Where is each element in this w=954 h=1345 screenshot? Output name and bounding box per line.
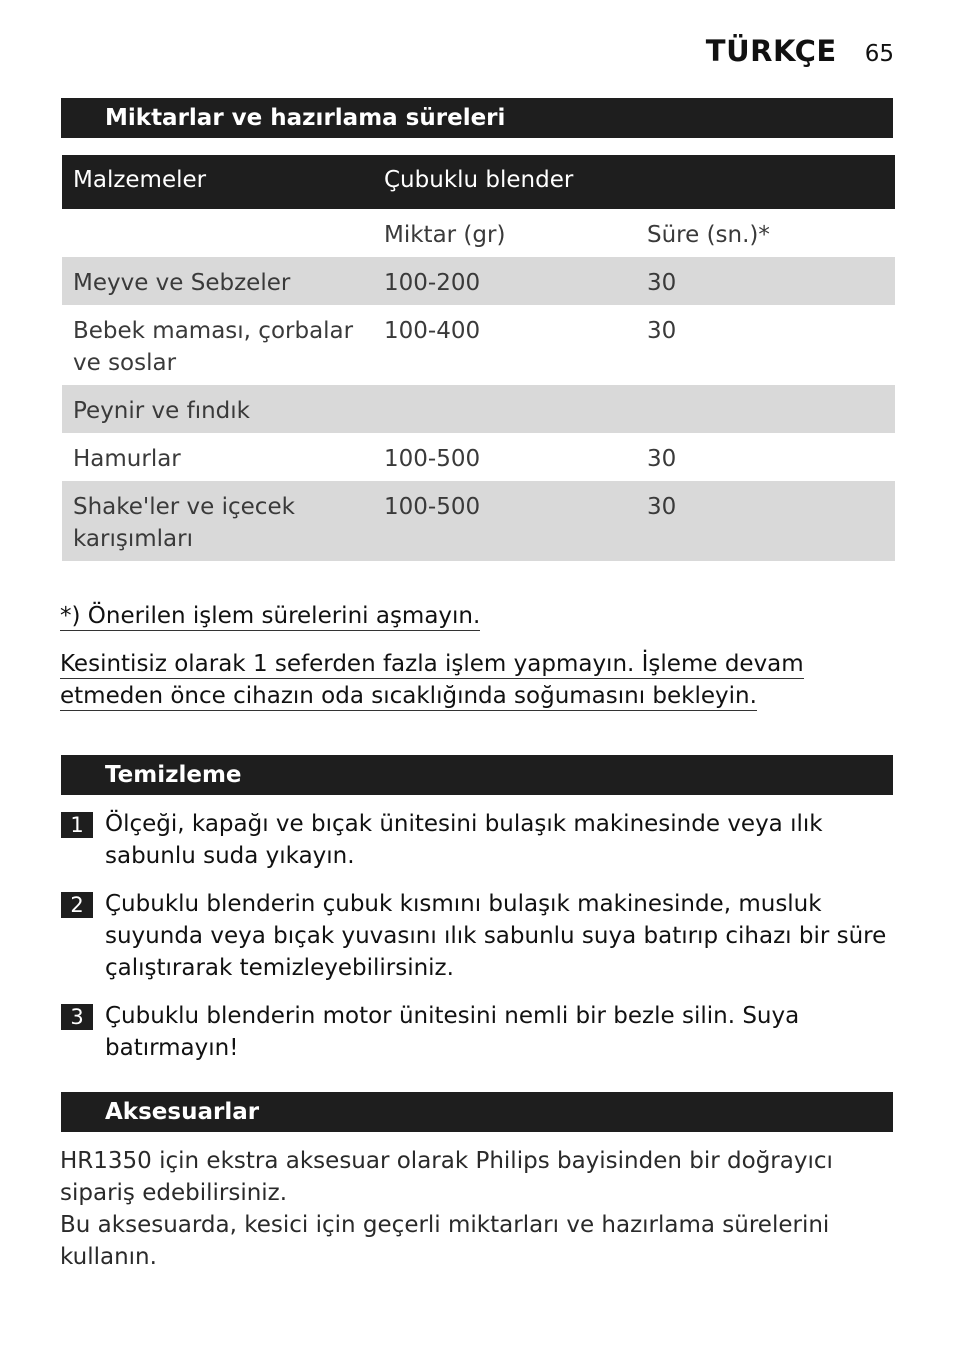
row-amount: 100-500 (373, 481, 636, 561)
row-time: 30 (647, 318, 677, 344)
table-header-row (62, 155, 895, 209)
table-row (62, 433, 895, 481)
warning-text: Kesintisiz olarak 1 seferden fazla işlem yapmayın. İşleme devam etmeden önce cihazın oda sıcaklığında soğumasını bekleyin. (60, 651, 804, 709)
footnote (60, 600, 480, 632)
subheader-time: Süre (sn.)* (647, 222, 770, 248)
cleaning-step (61, 888, 891, 984)
warning-note (60, 648, 820, 712)
row-time: 30 (636, 481, 895, 561)
subheader-amount: Miktar (gr) (384, 222, 506, 248)
table-row (62, 257, 895, 305)
accessories-text-2: Bu aksesuarda, kesici için geçerli miktarları ve hazırlama sürelerini kullanın. (60, 1212, 830, 1270)
row-amount: 100-200 (373, 257, 636, 305)
row-amount: 100-500 (384, 446, 481, 472)
row-name: Peynir ve fındık (62, 385, 373, 433)
footnote-text: *) Önerilen işlem sürelerini aşmayın. (60, 603, 481, 629)
row-name: Hamurlar (73, 446, 181, 472)
table-row (62, 481, 895, 561)
section-title-cleaning: Temizleme (61, 755, 893, 795)
section-title-quantities: Miktarlar ve hazırlama süreleri (61, 98, 893, 138)
step-number: 3 (61, 1004, 93, 1030)
cleaning-step (61, 1000, 891, 1064)
language-label: TÜRKÇE (705, 34, 837, 68)
table-row (62, 305, 895, 385)
row-amount: 100-400 (384, 318, 481, 344)
page-header (706, 34, 894, 74)
row-time: 30 (636, 257, 895, 305)
step-text: Çubuklu blenderin çubuk kısmını bulaşık makinesinde, musluk suyunda veya bıçak yuvasını ılık sabunlu suya batırıp cihazı bir süre çalıştırarak temizleyebilirsiniz. (105, 891, 887, 981)
row-time (636, 385, 895, 433)
step-number: 2 (61, 892, 93, 918)
step-text: Çubuklu blenderin motor ünitesini nemli bir bezle silin. Suya batırmayın! (105, 1003, 800, 1061)
quantities-table (62, 155, 895, 561)
row-time: 30 (647, 446, 677, 472)
step-number: 1 (61, 812, 93, 838)
page-number: 65 (864, 41, 894, 67)
accessories-text-1: HR1350 için ekstra aksesuar olarak Philips bayisinden bir doğrayıcı sipariş edebilirsiniz. (60, 1148, 833, 1206)
cleaning-step (61, 808, 891, 872)
header-ingredients: Malzemeler (62, 155, 373, 209)
header-empty (636, 155, 895, 209)
table-subheader-row (62, 209, 895, 257)
table-row (62, 385, 895, 433)
row-amount (373, 385, 636, 433)
row-name: Bebek maması, çorbalar ve soslar (73, 318, 354, 376)
header-blender: Çubuklu blender (373, 155, 636, 209)
row-name: Shake'ler ve içecek karışımları (62, 481, 373, 561)
row-name: Meyve ve Sebzeler (62, 257, 373, 305)
subheader-empty (62, 209, 373, 257)
step-text: Ölçeği, kapağı ve bıçak ünitesini bulaşık makinesinde veya ılık sabunlu suda yıkayın. (105, 811, 823, 869)
section-title-accessories: Aksesuarlar (61, 1092, 893, 1132)
